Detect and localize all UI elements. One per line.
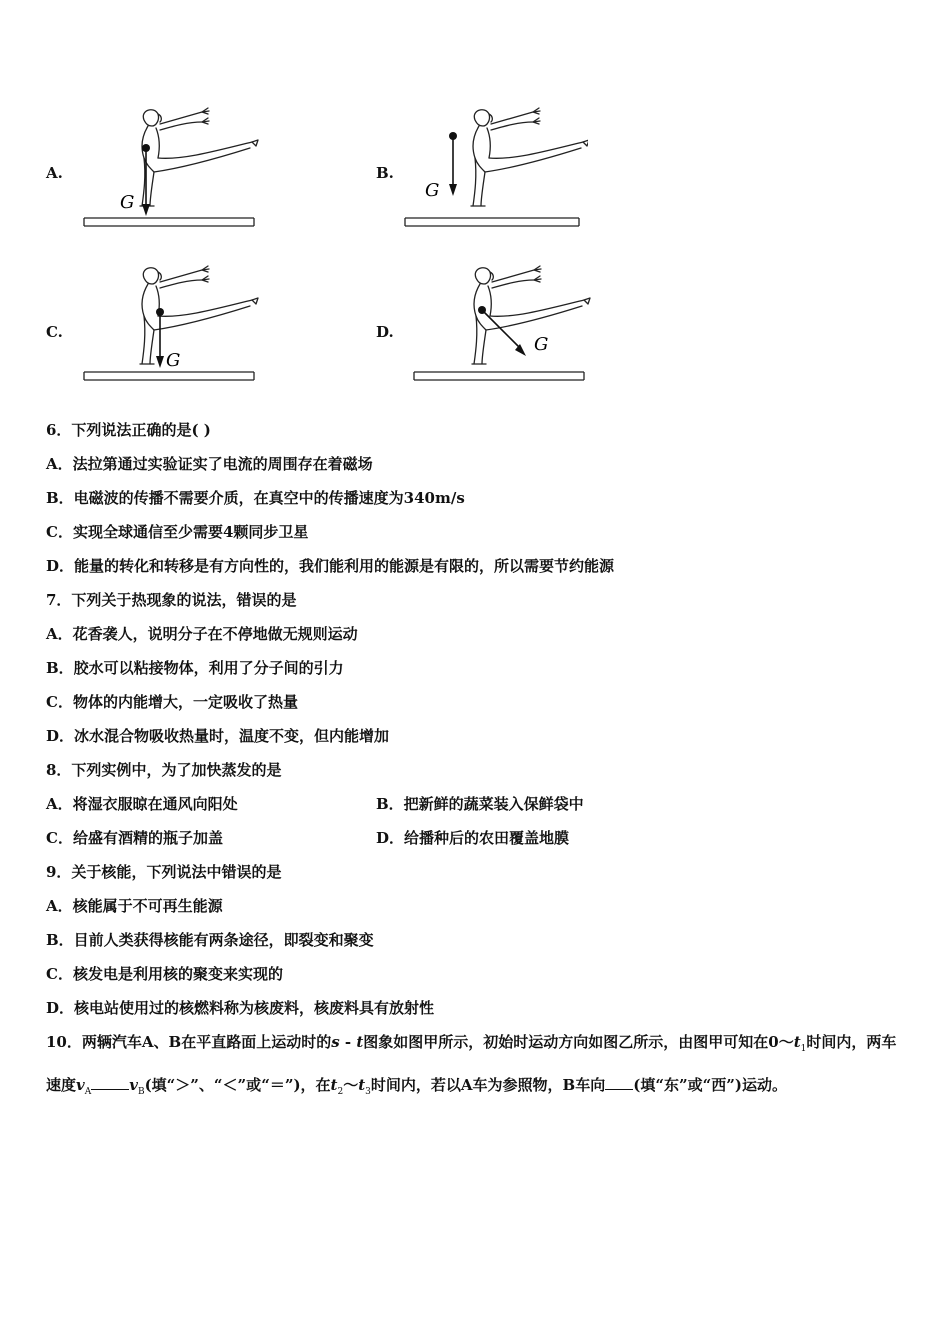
- q8-stem: 8．下列实例中，为了加快蒸发的是: [46, 761, 282, 779]
- q7-option-d: D．冰水混合物吸收热量时，温度不变，但内能增加: [46, 727, 390, 745]
- q8-option-c: C．给盛有酒精的瓶子加盖: [46, 829, 223, 847]
- q9-stem: 9．关于核能，下列说法中错误的是: [46, 863, 282, 881]
- q6-option-a: A．法拉第通过实验证实了电流的周围存在着磁场: [46, 455, 373, 473]
- option-a-letter: A.: [46, 164, 63, 182]
- label-g-a: G: [120, 192, 135, 213]
- option-d-letter: D.: [376, 323, 394, 341]
- q9-option-d: D．核电站使用过的核燃料称为核废料，核废料具有放射性: [46, 999, 435, 1017]
- q8-option-d: D．给播种后的农田覆盖地膜: [376, 829, 570, 847]
- figure-option-b: [403, 100, 588, 235]
- option-c-letter: C.: [46, 323, 63, 341]
- figure-option-a: [82, 100, 262, 235]
- q7-stem: 7．下列关于热现象的说法，错误的是: [46, 591, 297, 609]
- q7-option-b: B．胶水可以粘接物体，利用了分子间的引力: [46, 659, 344, 677]
- q9-option-c: C．核发电是利用核的聚变来实现的: [46, 965, 283, 983]
- q6-stem: 6．下列说法正确的是( ): [46, 421, 211, 439]
- label-g-c: G: [166, 350, 181, 371]
- q8-option-b: B．把新鲜的蔬菜装入保鲜袋中: [376, 795, 584, 813]
- figure-option-c: [82, 258, 262, 388]
- label-g-b: G: [425, 180, 440, 201]
- q8-option-a: A．将湿衣服晾在通风向阳处: [46, 795, 238, 813]
- q10-text: 10．两辆汽车A、B在平直路面上运动时的s - t图象如图甲所示，初始时运动方向如图乙所示，由图甲可知在$0\sim t_1$时间内，两车速度$v_A$ $v_B$(填“＞”、“＜”或“＝”)，在$t_2\sim t_3$时间内，若以A车为参照物，B车向 (填“东”或“西”)运动。: [46, 1033, 897, 1097]
- q10-blank-1[interactable]: [91, 1075, 129, 1090]
- option-b-letter: B.: [376, 164, 394, 182]
- q9-option-a: A．核能属于不可再生能源: [46, 897, 223, 915]
- q6-option-b: B．电磁波的传播不需要介质，在真空中的传播速度为340m/s: [46, 489, 465, 507]
- q7-option-a: A．花香袭人，说明分子在不停地做无规则运动: [46, 625, 358, 643]
- q6-option-c: C．实现全球通信至少需要4颗同步卫星: [46, 523, 309, 541]
- q9-option-b: B．目前人类获得核能有两条途径，即裂变和聚变: [46, 931, 374, 949]
- figure-option-d: [412, 258, 592, 388]
- q7-option-c: C．物体的内能增大，一定吸收了热量: [46, 693, 298, 711]
- q10-blank-2[interactable]: [605, 1075, 633, 1090]
- q6-option-d: D．能量的转化和转移是有方向性的，我们能利用的能源是有限的，所以需要节约能源: [46, 557, 615, 575]
- label-g-d: G: [534, 334, 549, 355]
